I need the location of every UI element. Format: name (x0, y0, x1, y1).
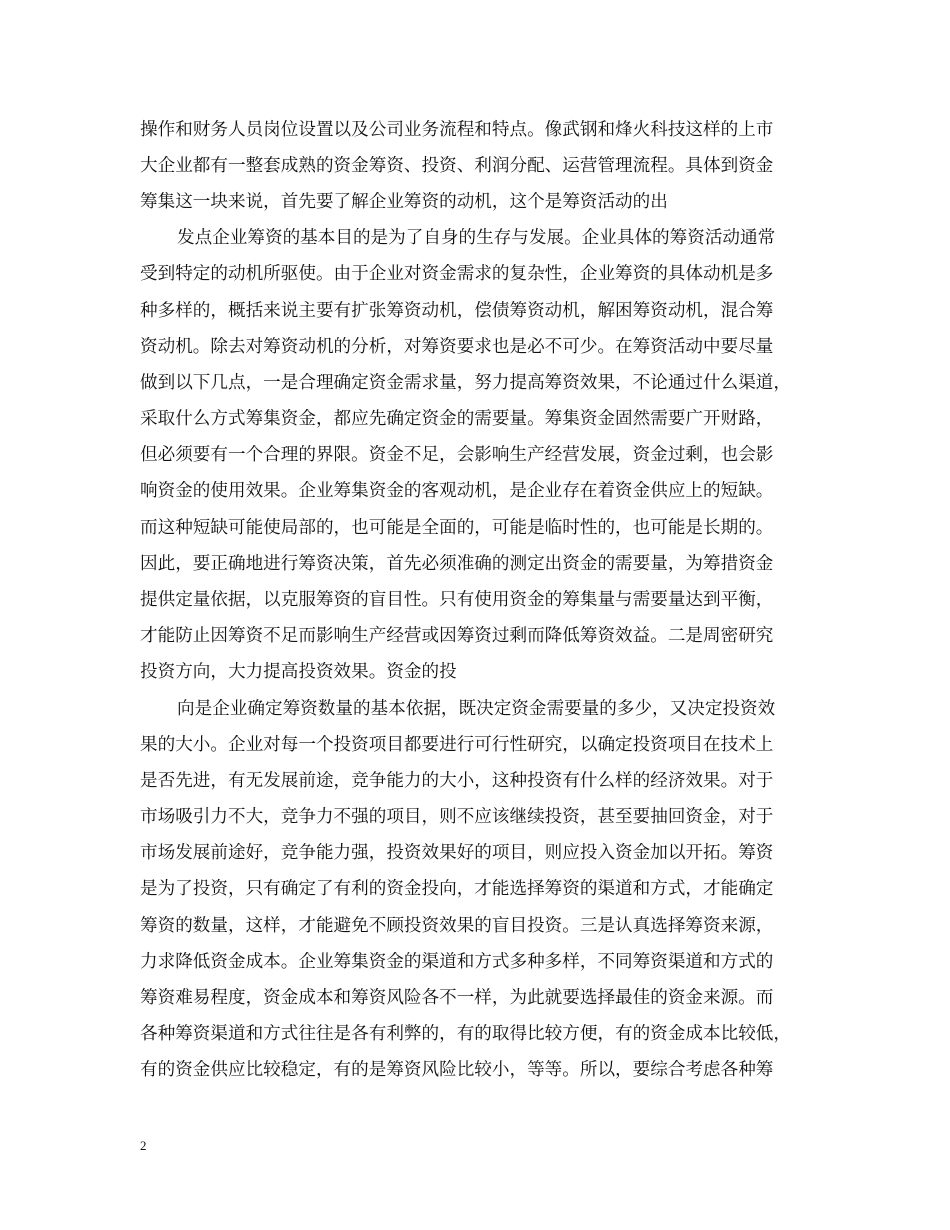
text-line: 筹集这一块来说，首先要了解企业筹资的动机，这个是筹资活动的出 (140, 192, 668, 212)
text-line: 发点企业筹资的基本目的是为了自身的生存与发展。企业具体的筹资活动通常 (177, 228, 776, 248)
text-line: 大企业都有一整套成熟的资金筹资、投资、利润分配、运营管理流程。具体到资金 (140, 156, 774, 176)
text-line: 筹资的数量，这样，才能避免不顾投资效果的盲目投资。三是认真选择筹资来源， (140, 916, 774, 936)
text-line: 投资方向，大力提高投资效果。资金的投 (140, 662, 457, 682)
text-line: 响资金的使用效果。企业筹集资金的客观动机，是企业存在着资金供应上的短缺。 (140, 481, 774, 501)
text-line: 果的大小。企业对每一个投资项目都要进行可行性研究，以确定投资项目在技术上 (140, 735, 774, 755)
text-line: 做到以下几点，一是合理确定资金需求量，努力提高筹资效果，不论通过什么渠道， (140, 373, 791, 393)
text-line: 才能防止因筹资不足而影响生产经营或因筹资过剩而降低筹资效益。二是周密研究 (140, 626, 774, 646)
text-line: 力求降低资金成本。企业筹集资金的渠道和方式多种多样，不同筹资渠道和方式的 (140, 952, 774, 972)
text-line: 采取什么方式筹集资金，都应先确定资金的需要量。筹集资金固然需要广开财路， (140, 409, 774, 429)
text-line: 各种筹资渠道和方式往往是各有利弊的，有的取得比较方便，有的资金成本比较低， (140, 1024, 791, 1044)
text-line: 市场吸引力不大，竞争力不强的项目，则不应该继续投资，甚至要抽回资金，对于 (140, 807, 774, 827)
text-line: 受到特定的动机所驱使。由于企业对资金需求的复杂性，企业筹资的具体动机是多 (140, 264, 774, 284)
text-line: 是为了投资，只有确定了有利的资金投向，才能选择筹资的渠道和方式，才能确定 (140, 879, 774, 899)
page-number: 2 (140, 1138, 147, 1153)
text-line: 向是企业确定筹资数量的基本依据，既决定资金需要量的多少，又决定投资效 (177, 699, 776, 719)
text-line: 种多样的，概括来说主要有扩张筹资动机，偿债筹资动机，解困筹资动机，混合筹 (140, 301, 774, 321)
text-line: 筹资难易程度，资金成本和筹资风险各不一样，为此就要选择最佳的资金来源。而 (140, 988, 774, 1008)
text-line: 操作和财务人员岗位设置以及公司业务流程和特点。像武钢和烽火科技这样的上市 (140, 120, 774, 140)
text-line: 是否先进，有无发展前途，竞争能力的大小，这种投资有什么样的经济效果。对于 (140, 771, 774, 791)
text-line: 而这种短缺可能使局部的，也可能是全面的，可能是临时性的，也可能是长期的。 (140, 518, 774, 538)
text-line: 提供定量依据，以克服筹资的盲目性。只有使用资金的筹集量与需要量达到平衡， (140, 590, 774, 610)
text-line: 但必须要有一个合理的界限。资金不足，会影响生产经营发展，资金过剩，也会影 (140, 445, 774, 465)
text-line: 因此，要正确地进行筹资决策，首先必须准确的测定出资金的需要量，为筹措资金 (140, 554, 774, 574)
text-line: 资动机。除去对筹资动机的分析，对筹资要求也是必不可少。在筹资活动中要尽量 (140, 337, 774, 357)
text-line: 市场发展前途好，竞争能力强，投资效果好的项目，则应投入资金加以开拓。筹资 (140, 843, 774, 863)
text-line: 有的资金供应比较稳定，有的是筹资风险比较小，等等。所以，要综合考虑各种筹 (140, 1060, 774, 1080)
